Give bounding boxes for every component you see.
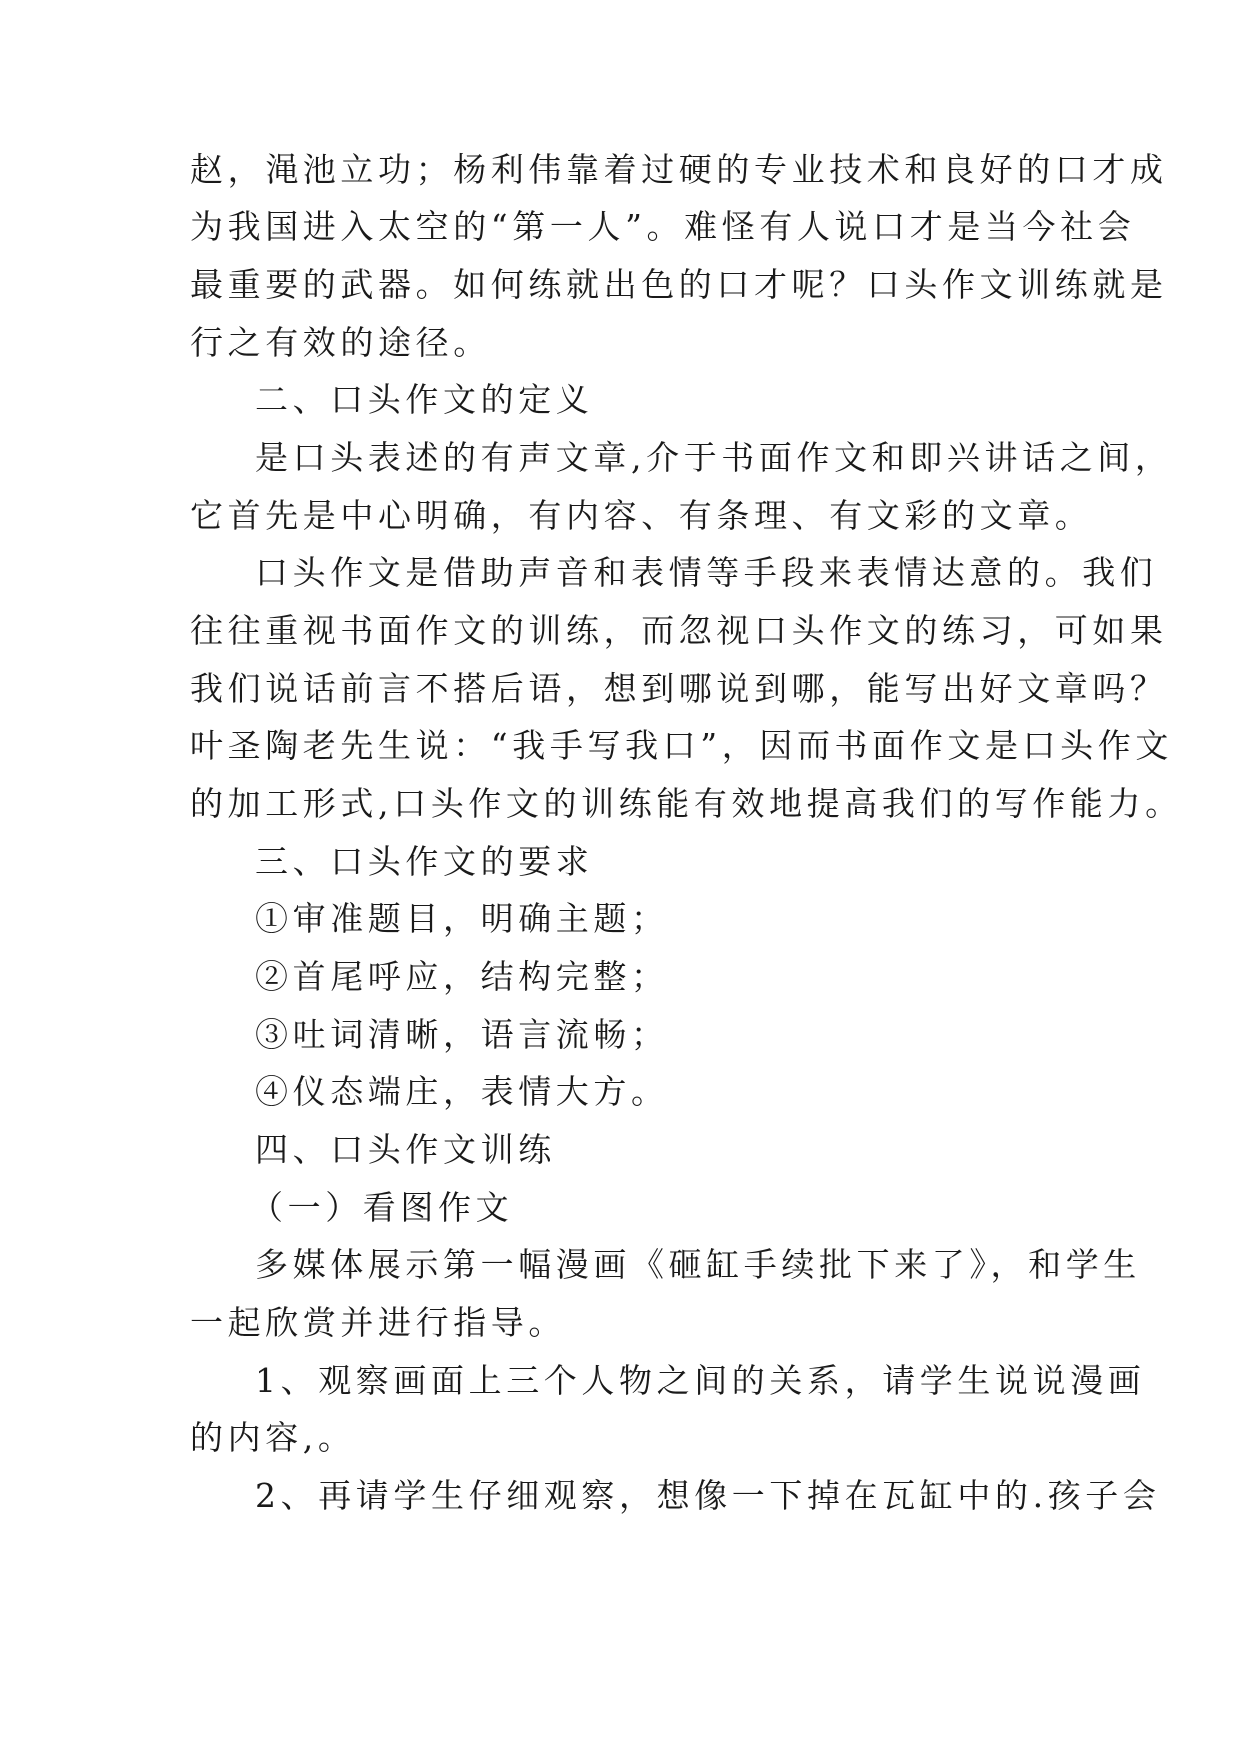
text-line: 的加工形式,口头作文的训练能有效地提高我们的写作能力。	[190, 784, 1183, 823]
text-line: 2、再请学生仔细观察，想像一下掉在瓦缸中的.孩子会	[255, 1476, 1161, 1515]
text-line: 多媒体展示第一幅漫画《砸缸手续批下来了》，和学生	[255, 1245, 1141, 1284]
text-line: 叶圣陶老先生说：“我手写我口”，因而书面作文是口头作文	[190, 726, 1173, 765]
section-heading: 三、口头作文的要求	[255, 842, 594, 881]
text-line: 它首先是中心明确，有内容、有条理、有文彩的文章。	[190, 496, 1093, 535]
text-line: 是口头表述的有声文章,介于书面作文和即兴讲话之间，	[255, 438, 1173, 477]
text-line: 行之有效的途径。	[190, 323, 491, 362]
subsection-heading: （一）看图作文	[250, 1188, 514, 1227]
text-line: 的内容,。	[190, 1418, 356, 1457]
text-line: 1、观察画面上三个人物之间的关系，请学生说说漫画	[255, 1361, 1146, 1400]
text-line: 为我国进入太空的“第一人”。难怪有人说口才是当今社会	[190, 207, 1136, 246]
list-item: ④仪态端庄，表情大方。	[255, 1072, 669, 1111]
section-heading: 二、口头作文的定义	[255, 380, 594, 419]
text-line: 我们说话前言不搭后语，想到哪说到哪，能写出好文章吗？	[190, 669, 1168, 708]
list-item: ②首尾呼应，结构完整；	[255, 957, 669, 996]
text-line: 口头作文是借助声音和表情等手段来表情达意的。我们	[255, 553, 1158, 592]
text-line: 往往重视书面作文的训练，而忽视口头作文的练习，可如果	[190, 611, 1168, 650]
section-heading: 四、口头作文训练	[255, 1130, 556, 1169]
text-line: 赵，渑池立功；杨利伟靠着过硬的专业技术和良好的口才成	[190, 150, 1168, 189]
text-line: 一起欣赏并进行指导。	[190, 1303, 566, 1342]
text-line: 最重要的武器。如何练就出色的口才呢？口头作文训练就是	[190, 265, 1168, 304]
list-item: ①审准题目，明确主题；	[255, 899, 669, 938]
list-item: ③吐词清晰，语言流畅；	[255, 1015, 669, 1054]
